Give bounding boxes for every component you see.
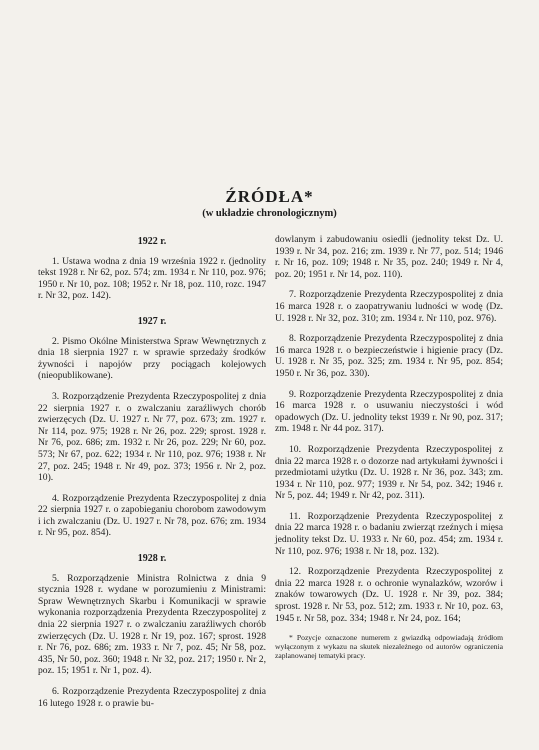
page-title: ŹRÓDŁA* xyxy=(225,187,314,206)
left-column xyxy=(38,234,266,718)
source-entry: 6. Rozporządzenie Prezydenta Rzeczypospolitej z dnia 16 lutego 1928 r. o prawie bu- xyxy=(38,686,266,709)
year-heading: 1928 r. xyxy=(137,553,167,565)
source-entry: 7. Rozporządzenie Prezydenta Rzeczypospolitej z dnia 16 marca 1928 r. o zaopatrywaniu ludności w wodę (Dz. U. 1928 r. Nr 32, poz. 310; zm. 1934 r. Nr 110, poz. 976). xyxy=(275,289,503,324)
source-entry: 3. Rozporządzenie Prezydenta Rzeczypospolitej z dnia 22 sierpnia 1927 r. o zwalczaniu zaraźliwych chorób zwierzęcych (Dz. U. 1927 r. Nr 77, poz. 673; zm. 1927 r. Nr 114, poz. 975; 1928 r. Nr 26, poz. 229; sprost. 1928 r. Nr 76, poz. 686; zm. 1932 r. Nr 26, poz. 229; Nr 60, poz. 573; Nr 67, poz. 622; 1934 r. Nr 110, poz. 976; 1938 r. Nr 27, poz. 245; 1948 r. Nr 49, poz. 373; 1956 r. Nr 2, poz. 10). xyxy=(38,390,266,484)
source-entry: 12. Rozporządzenie Prezydenta Rzeczypospolitej z dnia 22 marca 1928 r. o ochronie wynalazków, wzorów i znaków towarowych (Dz. U. 1928 r. Nr 39, poz. 384; sprost. 1928 r. Nr 53, poz. 512; zm. 1933 r. Nr 10, poz. 63, 1945 r. Nr 58, poz. 334; 1948 r. Nr 24, poz. 164; xyxy=(275,566,503,624)
watermark-decoration xyxy=(30,680,510,703)
source-entry-continued: dowlanym i zabudowaniu osiedli (jednolity tekst Dz. U. 1939 r. Nr 34, poz. 216; zm. 1939 r. Nr 77, poz. 514; 1946 r. Nr 16, poz. 109; 1948 r. Nr 35, poz. 240; 1949 r. Nr 4, poz. 20; 1951 r. Nr 14, poz. 110). xyxy=(275,234,503,280)
source-entry: 8. Rozporządzenie Prezydenta Rzeczypospolitej z dnia 16 marca 1928 r. o bezpieczeństwie i higienie pracy (Dz. U. 1928 r. Nr 35, poz. 325; zm. 1934 r. Nr 95, poz. 854; 1950 r. Nr 36, poz. 330). xyxy=(275,333,503,379)
source-entry: 4. Rozporządzenie Prezydenta Rzeczypospolitej z dnia 22 sierpnia 1927 r. o zapobieganiu chorobom zawodowym i ich zwalczaniu (Dz. U. 1927 r. Nr 78, poz. 676; zm. 1934 r. Nr 95, poz. 854). xyxy=(38,492,266,539)
right-column xyxy=(275,234,503,669)
page-subtitle: (w układzie chronologicznym) xyxy=(202,208,337,219)
source-entry: 11. Rozporządzenie Prezydenta Rzeczypospolitej z dnia 22 marca 1928 r. o badaniu zwierząt rzeźnych i mięsa jednolity tekst Dz. U. 1933 r. Nr 60, poz. 454; zm. 1934 r. Nr 110, poz. 976; 1938 r. Nr 18, poz. 132). xyxy=(275,510,503,557)
source-entry: 10. Rozporządzenie Prezydenta Rzeczypospolitej z dnia 22 marca 1928 r. o dozorze nad artykułami żywności i przedmiotami użytku (Dz. U. 1928 r. Nr 36, poz. 343; zm. 1934 r. Nr 110, poz. 977; 1939 r. Nr 54, poz. 342; 1946 r. Nr 5, poz. 44; 1949 r. Nr 42, poz. 311). xyxy=(275,443,503,502)
source-entry: 9. Rozporządzenie Prezydenta Rzeczypospolitej z dnia 16 marca 1928 r. o usuwaniu nieczystości i wód opadowych (Dz. U. jednolity tekst 1939 r. Nr 90, poz. 317; zm. 1948 r. Nr 44 poz. 317). xyxy=(275,388,503,435)
footnote: * Pozycje oznaczone numerem z gwiazdką odpowiadają źródłom wyłączonym z wykazu na skutek niezależnego od autorów ograniczenia zaplanowanej tematyki pracy. xyxy=(275,633,503,661)
source-entry: 5. Rozporządzenie Ministra Rolnictwa z dnia 9 stycznia 1928 r. wydane w porozumieniu z Ministrami: Spraw Wewnętrznych Skarbu i Komunikacji w sprawie wykonania rozporządzenia Prezydenta Rzeczypospolitej z dnia 22 sierpnia 1927 r. o zwalczaniu zaraźliwych chorób zwierzęcych (Dz. U. 1928 r. Nr 19, poz. 167; sprost. 1928 r. Nr 76, poz. 686; zm. 1933 r. Nr 7, poz. 45; Nr 58, poz. 435, Nr 50, poz. 360; 1948 r. Nr 32, poz. 217; 1950 r. Nr 2, poz. 15; 1951 r. Nr 1, poz. 4). xyxy=(38,572,266,677)
source-entry: 1. Ustawa wodna z dnia 19 września 1922 r. (jednolity tekst 1928 r. Nr 62, poz. 574; zm. 1934 r. Nr 110, poz. 976; 1950 r. Nr 10, poz. 108; 1952 r. Nr 18, poz. 110, rozc. 1947 r. Nr 32, poz. 142). xyxy=(38,255,266,302)
year-heading: 1922 r. xyxy=(137,236,167,247)
source-entry: 2. Pismo Okólne Ministerstwa Spraw Wewnętrznych z dnia 18 sierpnia 1927 r. w sprawie sprzedaży środków żywności i napojów przy pociągach kolejowych (nieopublikowane). xyxy=(38,335,266,382)
year-heading: 1927 r. xyxy=(137,315,167,327)
